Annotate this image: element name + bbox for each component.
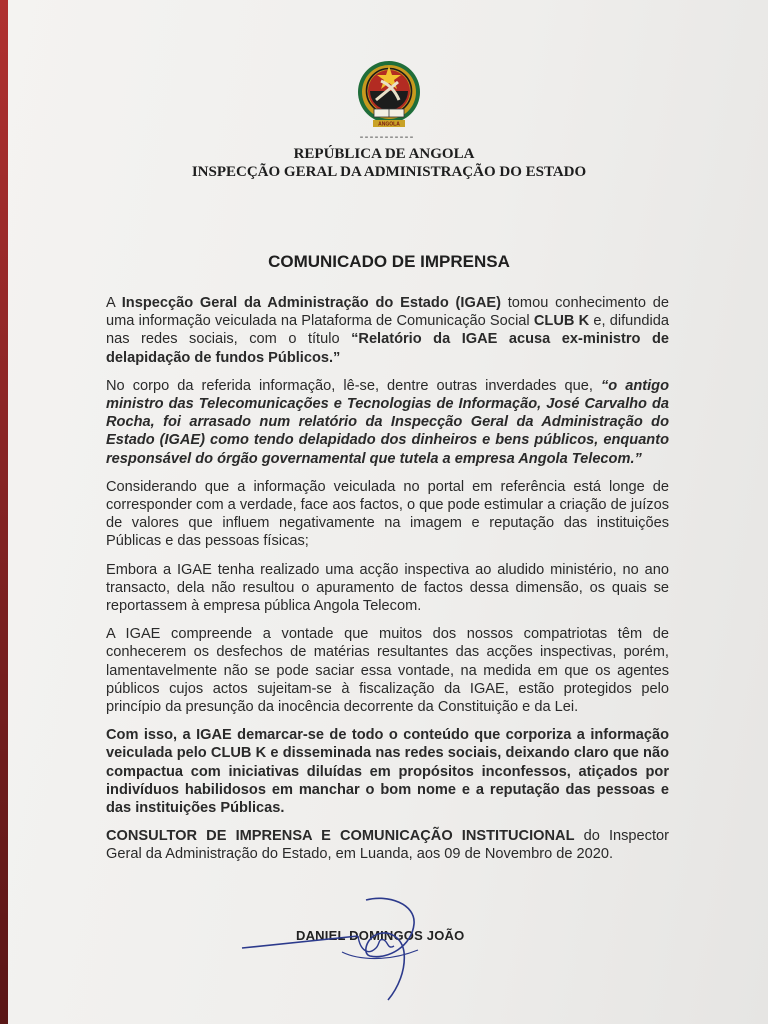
paragraph-7: CONSULTOR DE IMPRENSA E COMUNICAÇÃO INSTITUCIONAL do Inspector Geral da Administração do Estado, em Luanda, aos 09 de Novembro de 2020.: [106, 828, 669, 863]
paragraph-3: Considerando que a informação veiculada no portal em referência está longe de corresponder com a verdade, face aos factos, o que pode estimular a criação de juízos de valores que influem negativamente na imagem e reputação das instituições Públicas e das pessoas físicas;: [106, 478, 669, 550]
paragraph-4: Embora a IGAE tenha realizado uma acção inspectiva ao aludido ministério, no ano transacto, dela não resultou o apuramento de factos dessa dimensão, os quais se reportassem à empresa pública Angola Telecom.: [106, 561, 669, 615]
country-name: REPÚBLICA DE ANGOLA: [293, 146, 475, 162]
document-title: COMUNICADO DE IMPRENSA: [268, 252, 510, 271]
handwritten-signature: [238, 890, 438, 1005]
signatory-name: DANIEL DOMINGOS JOÃO: [296, 928, 465, 943]
header-separator: -----------: [358, 133, 414, 144]
document-body: [106, 294, 669, 874]
paragraph-2: No corpo da referida informação, lê-se, dentre outras inverdades que, “o antigo ministro das Telecomunicações e Tecnologias de Informação, José Carvalho da Rocha, foi arrasado num relatório da Inspecção Geral da Administração do Estado (IGAE) como tendo delapidado dos dinheiros e bens públicos, enquanto responsável do órgão governamental que tutela a empresa Angola Telecom.”: [106, 377, 669, 467]
paragraph-5: A IGAE compreende a vontade que muitos dos nossos compatriotas têm de conhecerem os desfechos de matérias resultantes das acções inspectivas, porém, lamentavelmente não se pode saciar essa vontade, na medida em que os agentes públicos cujos actos sujeitam-se à fiscalização da IGAE, estão protegidos pelo princípio da presunção da inocência decorrente da Constituição e da Lei.: [106, 626, 669, 716]
paragraph-1: A Inspecção Geral da Administração do Estado (IGAE) tomou conhecimento de uma informação veiculada na Plataforma de Comunicação Social CLUB K e, difundida nas redes sociais, com o título “Relatório da IGAE acusa ex-ministro de delapidação de fundos Públicos.”: [106, 295, 669, 366]
emblem-banner-text: ANGOLA: [378, 121, 400, 128]
angola-coat-of-arms-icon: [349, 56, 429, 136]
paragraph-6: Com isso, a IGAE demarcar-se de todo o conteúdo que corporiza a informação veiculada pelo CLUB K e disseminada nas redes sociais, deixando claro que não compactua com iniciativas diluídas em propósitos inconfessos, atiçados por indivíduos habilidosos em manchar o bom nome e a reputação das pessoas e das instituições Públicas.: [106, 727, 669, 817]
institution-name: INSPECÇÃO GERAL DA ADMINISTRAÇÃO DO ESTADO: [191, 164, 587, 180]
